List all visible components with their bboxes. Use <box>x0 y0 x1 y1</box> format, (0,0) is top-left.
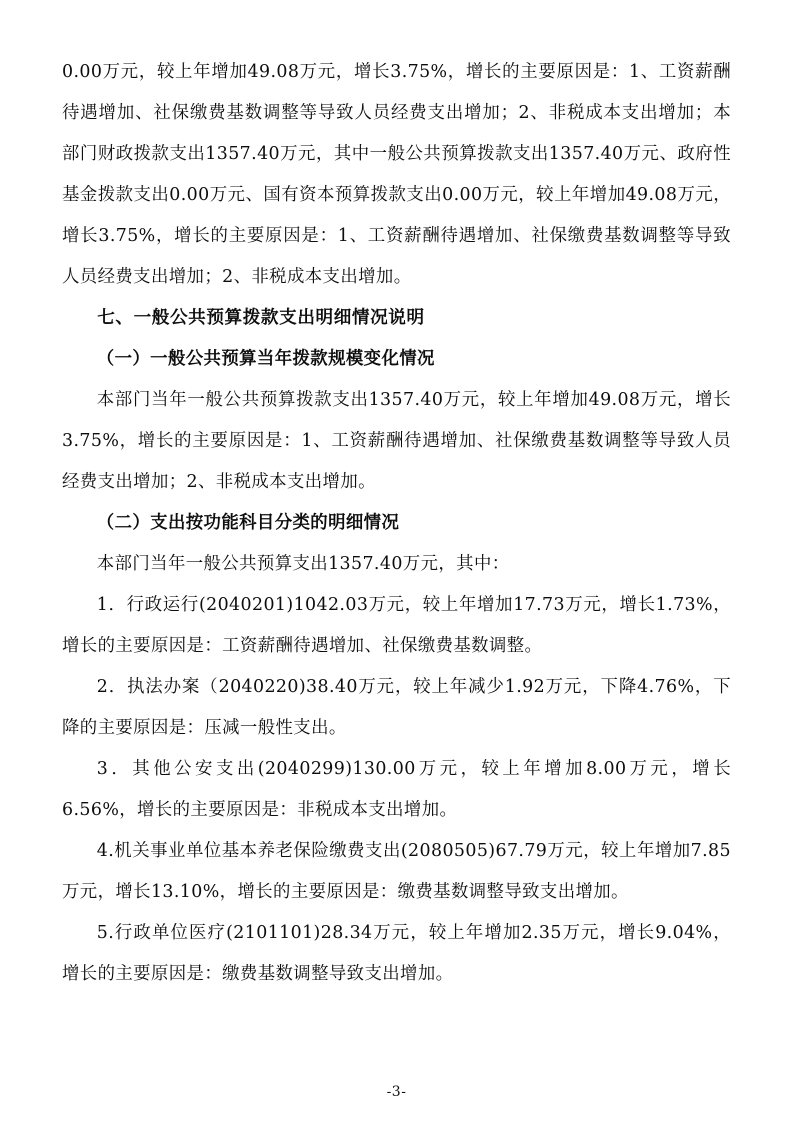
paragraph-item-1-administrative-operation: 1．行政运行(2040201)1042.03万元，较上年增加17.73万元，增长1.73%，增长的主要原因是：工资薪酬待遇增加、社保缴费基数调整。 <box>62 595 731 656</box>
subsection-heading-two: （二）支出按功能科目分类的明细情况 <box>96 513 400 533</box>
paragraph-carryover-expenditure: 0.00万元，较上年增加49.08万元，增长3.75%，增长的主要原因是：1、工资薪酬待遇增加、社保缴费基数调整等导致人员经费支出增加；2、非税成本支出增加；本部门财政拨款支出1357.40万元，其中一般公共预算拨款支出1357.40万元、政府性基金拨款支出0.00万元、国有资本预算拨款支出0.00万元，较上年增加49.08万元，增长3.75%，增长的主要原因是：1、工资薪酬待遇增加、社保缴费基数调整等导致人员经费支出增加；2、非税成本支出增加。 <box>62 62 731 287</box>
page-number: -3- <box>386 1084 407 1100</box>
paragraph-item-4-pension-insurance: 4.机关事业单位基本养老保险缴费支出(2080505)67.79万元，较上年增加7.85万元，增长13.10%，增长的主要原因是：缴费基数调整导致支出增加。 <box>62 841 731 902</box>
paragraph-item-2-law-enforcement-cases: 2．执法办案（2040220)38.40万元，较上年减少1.92万元，下降4.76%，下降的主要原因是：压减一般性支出。 <box>62 677 731 738</box>
paragraph-item-3-other-public-security: 3．其他公安支出(2040299)130.00万元，较上年增加8.00万元，增长6.56%，增长的主要原因是：非税成本支出增加。 <box>62 759 731 820</box>
document-body <box>62 52 731 995</box>
subsection-heading-one: （一）一般公共预算当年拨款规模变化情况 <box>96 349 435 369</box>
paragraph-total-expenditure: 本部门当年一般公共预算支出1357.40万元，其中： <box>96 554 510 574</box>
paragraph-item-5-administrative-medical: 5.行政单位医疗(2101101)28.34万元，较上年增加2.35万元，增长9.04%，增长的主要原因是：缴费基数调整导致支出增加。 <box>62 923 731 984</box>
section-heading-seven: 七、一般公共预算拨款支出明细情况说明 <box>97 308 425 328</box>
paragraph-budget-scale-change: 本部门当年一般公共预算拨款支出1357.40万元，较上年增加49.08万元，增长3.75%，增长的主要原因是：1、工资薪酬待遇增加、社保缴费基数调整等导致人员经费支出增加；2、非税成本支出增加。 <box>62 390 731 492</box>
